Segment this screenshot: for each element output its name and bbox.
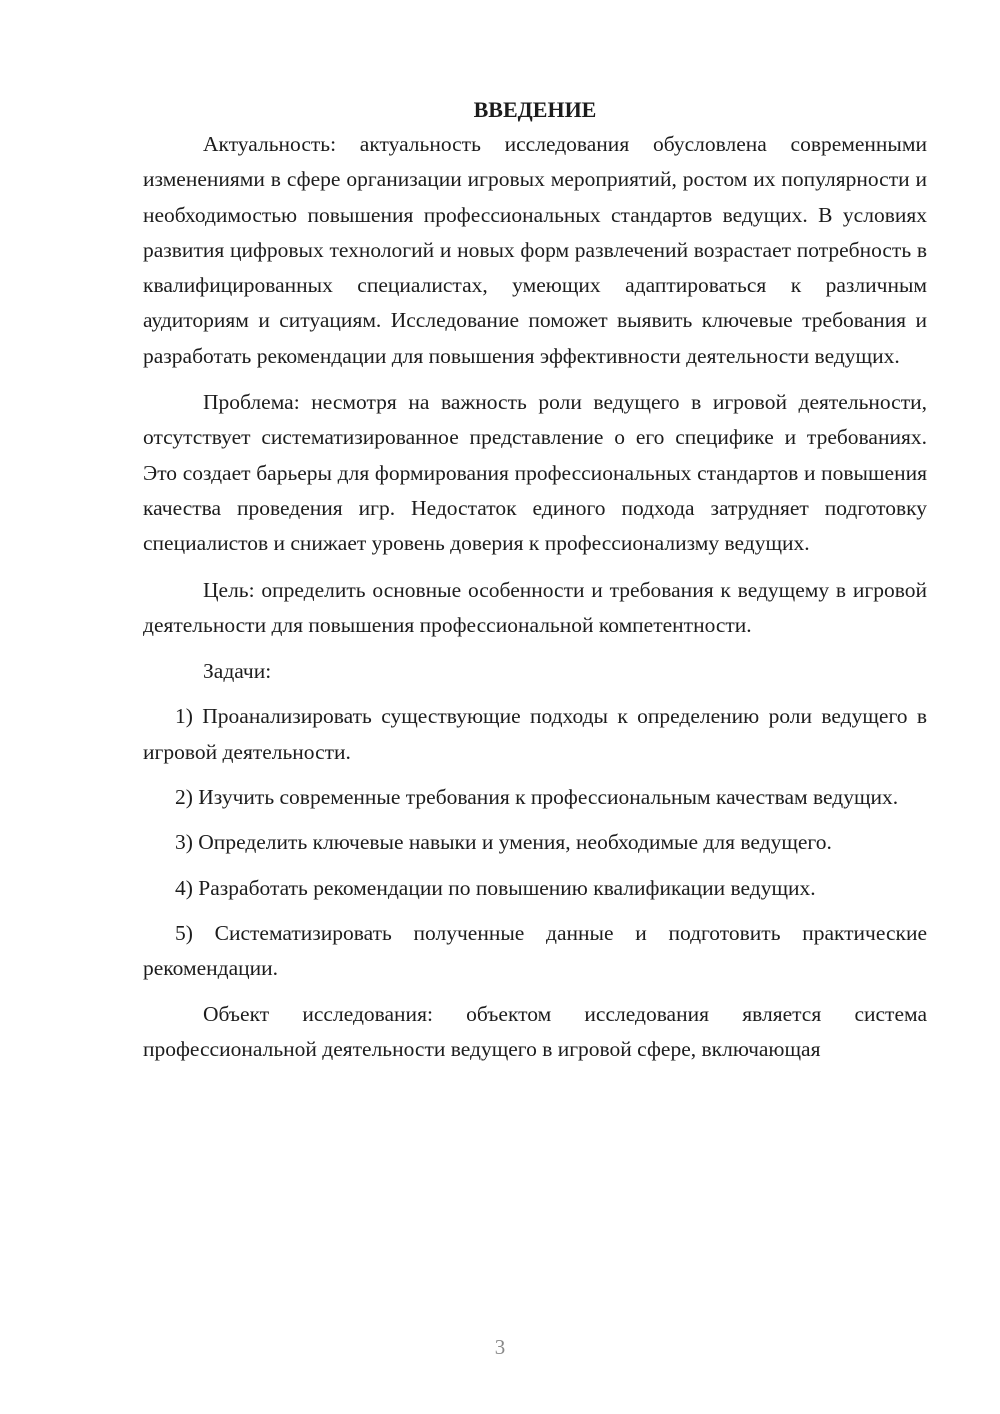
task-item-4: 4) Разработать рекомендации по повышению квалификации ведущих. xyxy=(175,875,816,900)
section-title: ВВЕДЕНИЕ xyxy=(473,97,597,122)
paragraph-goal: Цель: определить основные особенности и требования к ведущему в игровой деятельности для повышения профессиональной компетентности. xyxy=(143,577,927,637)
task-item-3: 3) Определить ключевые навыки и умения, необходимые для ведущего. xyxy=(175,830,832,855)
page-number: 3 xyxy=(494,1335,506,1359)
paragraph-object: Объект исследования: объектом исследования является система профессиональной деятельности ведущего в игровой сфере, включающая xyxy=(143,1001,927,1061)
task-item-2: 2) Изучить современные требования к профессиональным качествам ведущих. xyxy=(175,785,899,810)
paragraph-problem: Проблема: несмотря на важность роли ведущего в игровой деятельности, отсутствует систематизированное представление о его специфике и требованиях. Это создает барьеры для формирования профессиональных стандартов и повышения качества проведения игр. Недостаток единого подхода затрудняет подготовку специалистов и снижает уровень доверия к профессионализму ведущих. xyxy=(143,390,927,556)
paragraph-relevance: Актуальность: актуальность исследования обусловлена современными изменениями в сфере организации игровых мероприятий, ростом их популярности и необходимостью повышения профессиональных стандартов ведущих. В условиях развития цифровых технологий и новых форм развлечений возрастает потребность в квалифицированных специалистах, умеющих адаптироваться к различным аудиториям и ситуациям. Исследование поможет выявить ключевые требования и разработать рекомендации для повышения эффективности деятельности ведущих. xyxy=(143,132,927,368)
task-item-5: 5) Систематизировать полученные данные и подготовить практические рекомендации. xyxy=(143,920,927,981)
tasks-heading: Задачи: xyxy=(203,659,272,684)
task-item-1: 1) Проанализировать существующие подходы к определению роли ведущего в игровой деятельности. xyxy=(143,704,927,764)
document-page xyxy=(143,92,927,1067)
